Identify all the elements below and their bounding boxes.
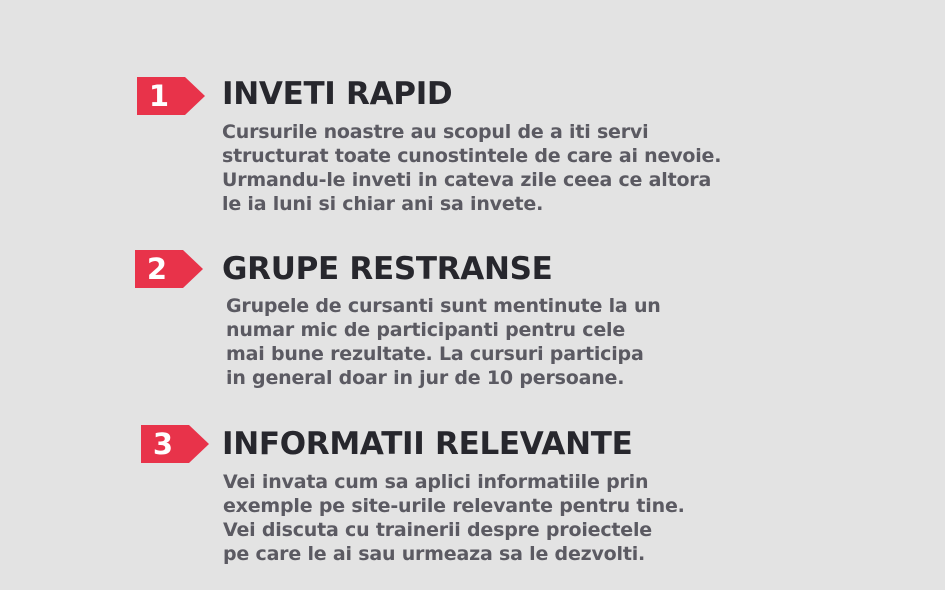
description-line: Vei invata cum sa aplici informatiile prin	[223, 471, 649, 493]
description-line: exemple pe site-urile relevante pentru tine.	[223, 495, 685, 517]
description-line: in general doar in jur de 10 persoane.	[226, 367, 625, 389]
description-line: Urmandu-le inveti in cateva zile ceea ce altora	[222, 169, 712, 191]
description-line: pe care le ai sau urmeaza sa le dezvolti.	[223, 543, 646, 565]
description-line: Grupele de cursanti sunt mentinute la un	[226, 295, 661, 317]
feature-title: GRUPE RESTRANSE	[222, 251, 553, 287]
description-line: Cursurile noastre au scopul de a iti servi	[222, 121, 649, 143]
badge-number: 2	[146, 252, 168, 286]
description-line: le ia luni si chiar ani sa invete.	[222, 193, 544, 215]
number-badge	[137, 77, 199, 115]
badge-number: 3	[152, 427, 174, 461]
number-badge	[141, 425, 203, 463]
feature-description	[222, 120, 721, 216]
feature-title: INFORMATII RELEVANTE	[222, 426, 633, 462]
feature-description	[223, 470, 685, 566]
description-line: Vei discuta cu trainerii despre proiectele	[223, 519, 652, 541]
number-badge	[135, 250, 197, 288]
description-line: structurat toate cunostintele de care ai nevoie.	[222, 145, 722, 167]
feature-description	[226, 294, 661, 390]
badge-number: 1	[148, 79, 170, 113]
description-line: mai bune rezultate. La cursuri participa	[226, 343, 644, 365]
feature-title: INVETI RAPID	[222, 76, 453, 112]
description-line: numar mic de participanti pentru cele	[226, 319, 626, 341]
